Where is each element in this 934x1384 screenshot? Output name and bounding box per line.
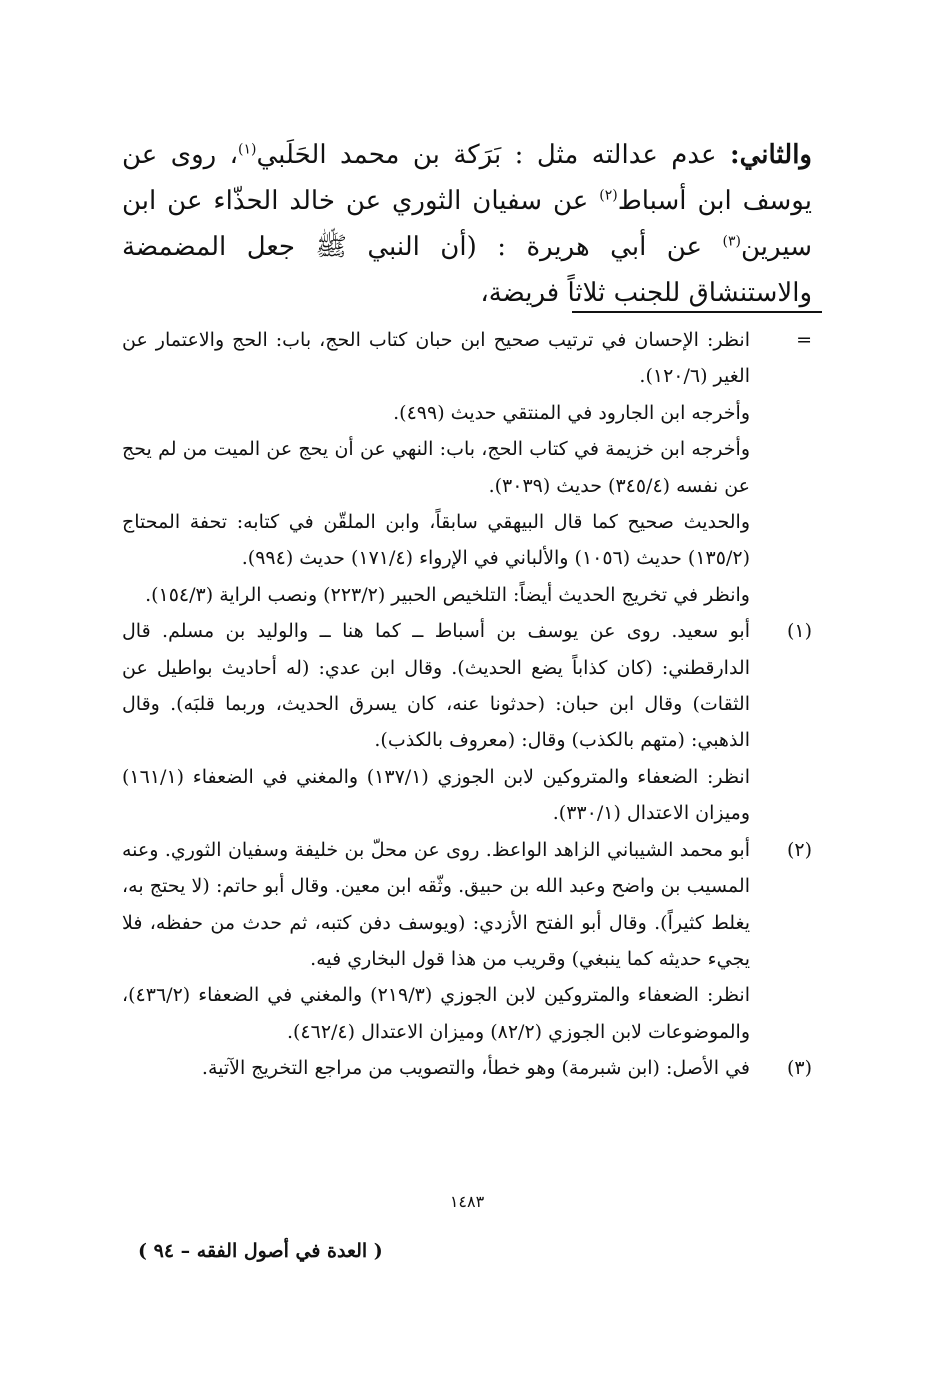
paragraph-lead: والثاني:: [730, 140, 812, 170]
footnote-line: انظر: الإحسان في ترتيب صحيح ابن حبان كتاب الحج، باب: الحج والاعتمار عن الغير (١٢٠/٦).: [122, 329, 750, 388]
footnote-line: وانظر في تخريج الحديث أيضاً: التلخيص الحبير (٢٢٣/٢) ونصب الراية (١٥٤/٣).: [145, 583, 750, 606]
footnote-marker: (٣): [786, 1057, 812, 1080]
footnote-2: [122, 832, 812, 1050]
footnote-line: والحديث صحيح كما قال البيهقي سابقاً، وابن الملقّن في كتابه: تحفة المحتاج (١٣٥/٢) حديث (١٠٥٦) والألباني في الإرواء (١٧١/٤) حديث (٩٩٤).: [122, 511, 750, 570]
footnote-1: [122, 613, 812, 831]
footnote-3: [122, 1050, 812, 1086]
footnote-line: وأخرجه ابن خزيمة في كتاب الحج، باب: النهي عن أن يحج عن الميت من لم يحج عن نفسه (٣٤٥/٤) حديث (٣٠٣٩).: [122, 438, 750, 497]
main-text-part: عن أبي هريرة : (أن النبي ﷺ جعل المضمضة والاستنشاق للجنب ثلاثاً فريضة،: [122, 232, 812, 308]
footnote-line: انظر: الضعفاء والمتروكين لابن الجوزي (١٣٧/١) والمغني في الضعفاء (١٦١/١) وميزان الاعتدال (٣٣٠/١).: [122, 765, 750, 825]
footnote-ref[interactable]: (٢): [599, 187, 618, 204]
footnote-separator: [572, 311, 822, 313]
footnotes: [122, 322, 812, 1087]
footnote-marker: (١): [786, 620, 812, 643]
footnote-marker: =: [796, 329, 812, 351]
book-footer: ( العدة في أصول الفقه – ٩٤ ): [138, 1240, 383, 1262]
footnote-line: في الأصل: (ابن شبرمة) وهو خطأ، والتصويب من مراجع التخريج الآتية.: [201, 1057, 750, 1080]
footnote-line: أبو محمد الشيباني الزاهد الواعظ. روى عن محلّ بن خليفة وسفيان الثوري. وعنه المسيب بن واضح وعبد الله بن حبيق. وثّقه ابن معين. وقال أبو حاتم: (لا يحتج به، يغلط كثيراً). وقال أبو الفتح الأزدي: (ويوسف دفن كتبه، ثم حدث من حفظه، فلا يجيء حديثه كما ينبغي) وقريب من هذا قول البخاري فيه.: [122, 838, 750, 970]
footnote-line: انظر: الضعفاء والمتروكين لابن الجوزي (٢١٩/٣) والمغني في الضعفاء (٤٣٦/٢)، والموضوعات لابن الجوزي (٨٢/٢) وميزان الاعتدال (٤٦٢/٤).: [122, 984, 750, 1043]
main-text-part: عن سفيان الثوري عن خالد الحذّاء عن ابن سيرين: [122, 186, 812, 262]
footnote-continued: [122, 322, 812, 613]
footnote-line: أبو سعيد. روى عن يوسف بن أسباط ــ كما هنا ــ والوليد بن مسلم. قال الدارقطني: (كان كذاباً يضع الحديث). وقال ابن عدي: (له أحاديث بواطيل عن الثقات) وقال ابن حبان: (حدثونا عنه، كان يسرق الحديث، وربما قلبَه). وقال الذهبي: (متهم بالكذب) وقال: (معروف بالكذب).: [122, 620, 750, 752]
footnote-line: وأخرجه ابن الجارود في المنتقي حديث (٤٩٩).: [393, 401, 750, 424]
main-text-part: عدم عدالته مثل : بَرَكة بن محمد الحَلَبي: [256, 140, 731, 170]
page-number: ١٤٨٣: [449, 1192, 485, 1211]
footnote-ref[interactable]: (١): [238, 141, 257, 158]
footnote-ref[interactable]: (٣): [722, 233, 741, 250]
main-paragraph: [122, 132, 812, 316]
footnote-marker: (٢): [786, 838, 812, 861]
main-text-part: ، روى عن يوسف ابن أسباط: [122, 140, 812, 216]
